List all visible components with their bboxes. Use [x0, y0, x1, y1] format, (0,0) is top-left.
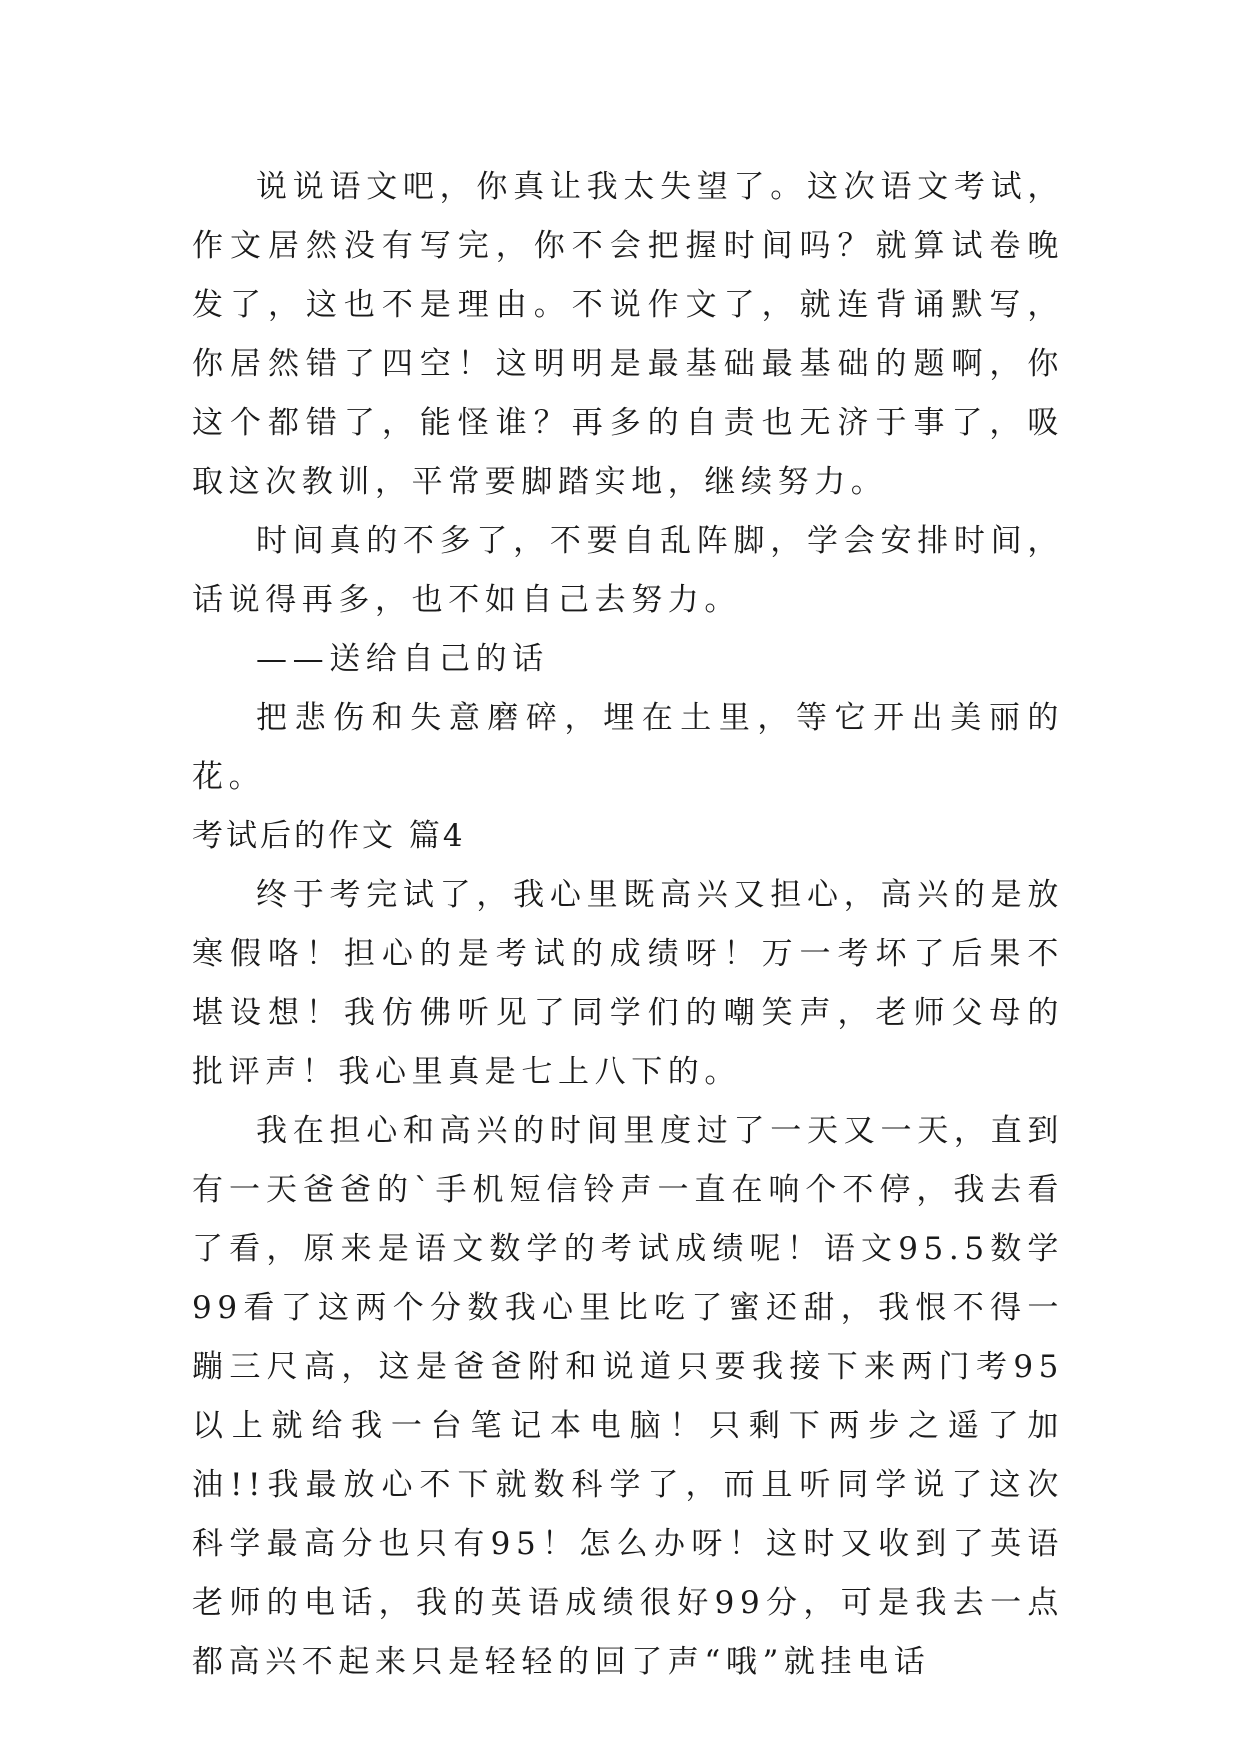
paragraph-scores: 我在担心和高兴的时间里度过了一天又一天，直到有一天爸爸的`手机短信铃声一直在响个不停，我去看了看，原来是语文数学的考试成绩呢！语文95.5数学99看了这两个分数我心里比吃了蜜还甜，我恨不得一蹦三尺高，这是爸爸附和说道只要我接下来两门考95以上就给我一台笔记本电脑！只剩下两步之遥了加油!!我最放心不下就数科学了，而且听同学说了这次科学最高分也只有95！怎么办呀！这时又收到了英语老师的电话，我的英语成绩很好99分，可是我去一点都高兴不起来只是轻轻的回了声“哦”就挂电话: [192, 1113, 1064, 1680]
section-heading: 考试后的作文 篇4: [192, 818, 466, 854]
paragraph-dedication: ——送给自己的话: [256, 641, 549, 677]
paragraph-time-advice: 时间真的不多了，不要自乱阵脚，学会安排时间，话说得再多，也不如自己去努力。: [192, 523, 1064, 618]
paragraph-after-exam: 终于考完试了，我心里既高兴又担心，高兴的是放寒假咯！担心的是考试的成绩呀！万一考坏了后果不堪设想！我仿佛听见了同学们的嘲笑声，老师父母的批评声！我心里真是七上八下的。: [192, 877, 1064, 1090]
paragraph-flower-quote: 把悲伤和失意磨碎，埋在土里，等它开出美丽的花。: [192, 700, 1064, 795]
paragraph-language-exam: 说说语文吧，你真让我太失望了。这次语文考试，作文居然没有写完，你不会把握时间吗？就算试卷晚发了，这也不是理由。不说作文了，就连背诵默写，你居然错了四空！这明明是最基础最基础的题啊，你这个都错了，能怪谁？再多的自责也无济于事了，吸取这次教训，平常要脚踏实地，继续努力。: [192, 169, 1064, 500]
document-body: [192, 158, 1064, 1692]
